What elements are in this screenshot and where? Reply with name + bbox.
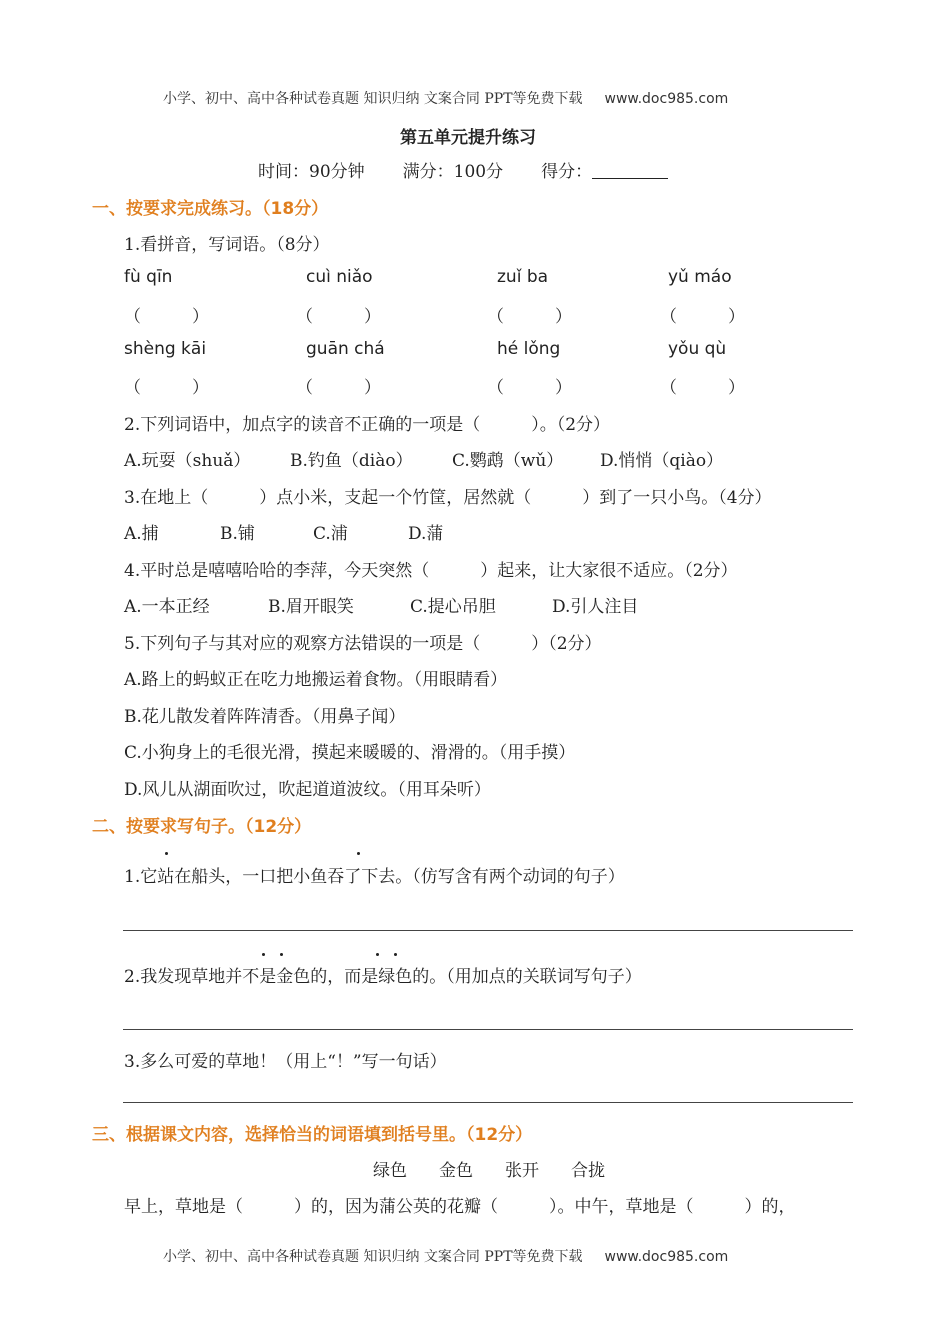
score-label: 得分： — [541, 162, 593, 182]
q1-1-stem: 1.看拼音，写词语。（8分） — [124, 235, 330, 255]
emphasis-dot — [280, 953, 283, 956]
option[interactable]: A.捕 — [124, 524, 159, 544]
option[interactable]: B.铺 — [220, 524, 255, 544]
option[interactable]: C.小狗身上的毛很光滑，摸起来暖暖的、滑滑的。（用手摸） — [124, 743, 576, 763]
answer-paren[interactable]: （ ） — [487, 307, 572, 327]
answer-paren[interactable]: （ ） — [660, 378, 745, 398]
pinyin-item: fù qīn — [124, 267, 173, 287]
option[interactable]: D.悄悄（qiào） — [600, 451, 724, 471]
option[interactable]: C.浦 — [313, 524, 348, 544]
score-blank[interactable] — [592, 162, 668, 179]
emphasis-dot — [376, 953, 379, 956]
option[interactable]: A.一本正经 — [124, 597, 210, 617]
pinyin-item: yǒu qù — [668, 339, 727, 359]
pinyin-item: hé lǒng — [497, 339, 561, 359]
answer-paren[interactable]: （ ） — [124, 378, 209, 398]
q2-2-stem: 2.我发现草地并不是金色的，而是绿色的。（用加点的关联词写句子） — [124, 967, 642, 987]
emphasis-dot — [262, 953, 265, 956]
q1-5-stem: 5.下列句子与其对应的观察方法错误的一项是（ ）（2分） — [124, 634, 602, 654]
header-url[interactable]: www.doc985.com — [604, 91, 729, 107]
pinyin-item: yǔ máo — [668, 267, 732, 287]
footer-text: 小学、初中、高中各种试卷真题 知识归纳 文案合同 PPT等免费下载 — [163, 1249, 583, 1265]
section-1-heading: 一、按要求完成练习。（18分） — [92, 199, 329, 219]
header-text: 小学、初中、高中各种试卷真题 知识归纳 文案合同 PPT等免费下载 — [163, 91, 583, 107]
q2-3-stem: 3.多么可爱的草地！（用上“！”写一句话） — [124, 1052, 447, 1072]
word-bank — [373, 1156, 605, 1181]
option[interactable]: C.鹦鹉（wǔ） — [452, 451, 564, 471]
section-2-heading: 二、按要求写句子。（12分） — [92, 817, 312, 837]
option[interactable]: B.眉开眼笑 — [268, 597, 354, 617]
option[interactable]: D.风儿从湖面吹过，吹起道道波纹。（用耳朵听） — [124, 780, 491, 800]
option[interactable]: A.路上的蚂蚁正在吃力地搬运着食物。（用眼睛看） — [124, 670, 508, 690]
answer-paren[interactable]: （ ） — [296, 307, 381, 327]
word-bank-item: 张开 — [505, 1161, 539, 1181]
word-bank-item: 绿色 — [373, 1161, 407, 1181]
page-header — [163, 88, 728, 108]
answer-line[interactable] — [123, 1102, 853, 1103]
option[interactable]: A.玩耍（shuǎ） — [124, 451, 251, 471]
footer-url[interactable]: www.doc985.com — [604, 1249, 729, 1265]
answer-paren[interactable]: （ ） — [487, 378, 572, 398]
word-bank-item: 合拢 — [571, 1161, 605, 1181]
answer-paren[interactable]: （ ） — [660, 307, 745, 327]
full-score: 满分：100分 — [402, 162, 504, 182]
emphasis-dot — [394, 953, 397, 956]
word-bank-item: 金色 — [439, 1161, 473, 1181]
q1-4-stem: 4.平时总是嘻嘻哈哈的李萍，今天突然（ ）起来，让大家很不适应。（2分） — [124, 561, 738, 581]
page-title: 第五单元提升练习 — [400, 128, 536, 148]
section-3-passage: 早上，草地是（ ）的，因为蒲公英的花瓣（ ）。中午，草地是（ ）的， — [124, 1197, 796, 1217]
answer-paren[interactable]: （ ） — [296, 378, 381, 398]
emphasis-dot — [165, 852, 168, 855]
section-3-heading: 三、根据课文内容，选择恰当的词语填到括号里。（12分） — [92, 1125, 533, 1145]
exam-meta — [258, 157, 706, 182]
pinyin-item: cuì niǎo — [306, 267, 373, 287]
option[interactable]: B.花儿散发着阵阵清香。（用鼻子闻） — [124, 707, 406, 727]
pinyin-item: zuǐ ba — [497, 267, 549, 287]
option[interactable]: B.钓鱼（diào） — [290, 451, 413, 471]
answer-line[interactable] — [123, 1029, 853, 1030]
pinyin-item: guān chá — [306, 339, 385, 359]
q2-1-stem: 1.它站在船头，一口把小鱼吞了下去。（仿写含有两个动词的句子） — [124, 867, 625, 887]
pinyin-item: shèng kāi — [124, 339, 207, 359]
page-footer — [163, 1246, 728, 1266]
option[interactable]: D.蒲 — [408, 524, 444, 544]
q1-3-stem: 3.在地上（ ）点小米，支起一个竹筐，居然就（ ）到了一只小鸟。（4分） — [124, 488, 772, 508]
option[interactable]: D.引人注目 — [552, 597, 639, 617]
q1-2-stem: 2.下列词语中，加点字的读音不正确的一项是（ ）。（2分） — [124, 415, 611, 435]
emphasis-dot — [357, 852, 360, 855]
option[interactable]: C.提心吊胆 — [410, 597, 496, 617]
time-limit: 时间：90分钟 — [258, 162, 365, 182]
answer-paren[interactable]: （ ） — [124, 307, 209, 327]
answer-line[interactable] — [123, 930, 853, 931]
